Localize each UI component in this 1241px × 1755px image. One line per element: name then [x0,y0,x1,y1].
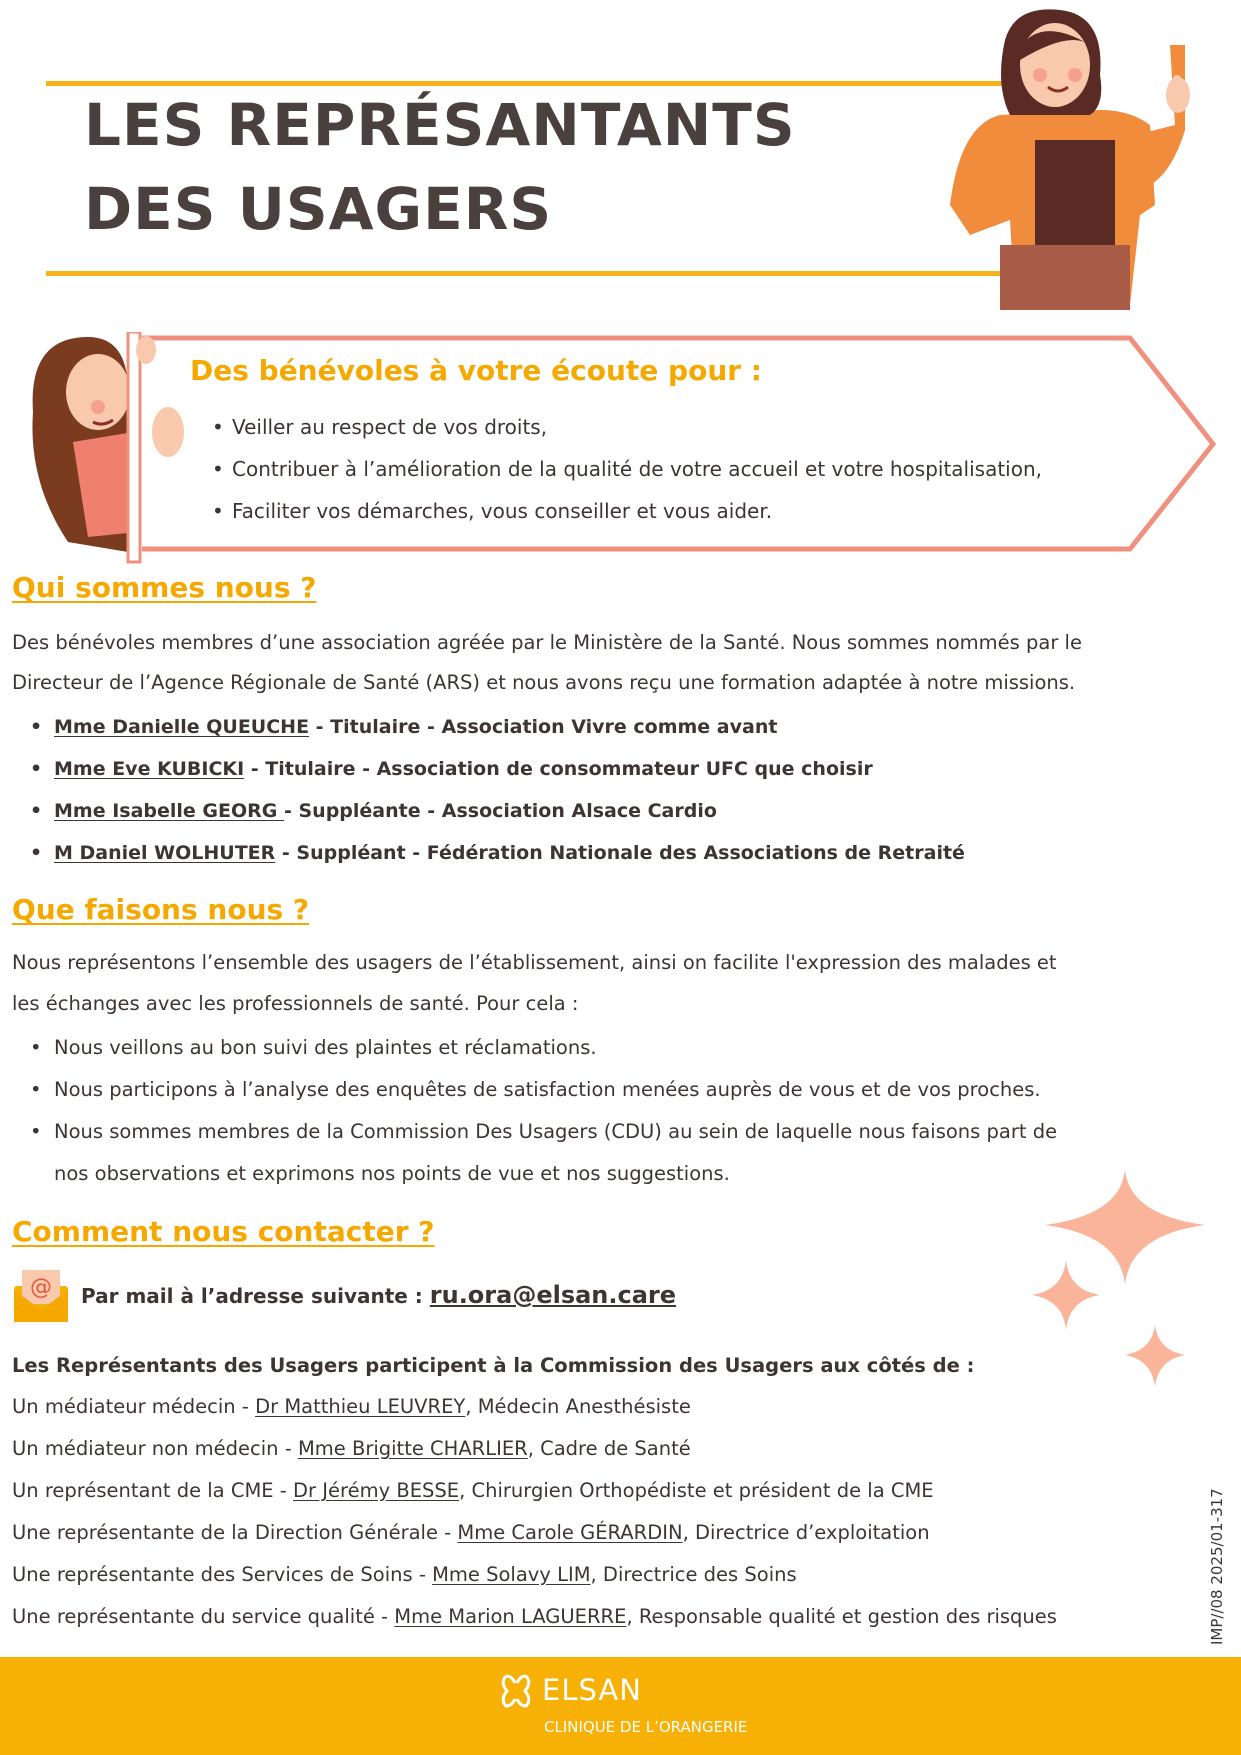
commission-row [12,1470,934,1512]
svg-text:@: @ [30,1275,52,1300]
person-name: Dr Matthieu LEUVREY [255,1395,466,1418]
document-reference: IMP//08 2025/01-317 [1208,1488,1226,1645]
list-item: • Veiller au respect de vos droits, [210,406,1042,448]
title: , Cadre de Santé [527,1437,691,1460]
member-name: M Daniel WOLHUTER [54,842,276,864]
commission-row [12,1596,1057,1638]
footer-brand: ELSAN [542,1673,642,1707]
list-item: • Nous participons à l’analyse des enquêtes de satisfaction menées auprès de vous et de vos proches. [12,1069,1057,1111]
role: Une représentante des Services de Soins - [12,1563,433,1586]
title-rule-bottom [46,271,1006,276]
role: Un médiateur non médecin - [12,1437,298,1460]
role: Un représentant de la CME - [12,1479,294,1502]
member-name: Mme Danielle QUEUCHE [54,716,310,738]
person-name: Mme Solavy LIM [432,1563,591,1586]
title: , Chirurgien Orthopédiste et président de la CME [459,1479,934,1502]
member-item [12,706,965,748]
member-name: Mme Eve KUBICKI [54,758,245,780]
what-paragraph-line1: Nous représentons l’ensemble des usagers de l’établissement, ainsi on facilite l'expression des malades et [12,951,1057,974]
role: Un médiateur médecin - [12,1395,256,1418]
commission-intro: Les Représentants des Usagers participent à la Commission des Usagers aux côtés de : [12,1354,975,1377]
who-paragraph-line2: Directeur de l’Agence Régionale de Santé (ARS) et nous avons reçu une formation adaptée à notre missions. [12,671,1076,694]
sparkles-decoration [1030,1165,1220,1395]
person-name: Dr Jérémy BESSE [293,1479,460,1502]
person-name: Mme Carole GÉRARDIN [457,1521,683,1544]
title: , Responsable qualité et gestion des risques [626,1605,1057,1628]
what-list [12,1027,1057,1153]
who-heading: Qui sommes nous ? [12,571,317,604]
person-name: Mme Marion LAGUERRE [394,1605,627,1628]
title: , Directrice des Soins [590,1563,797,1586]
what-heading: Que faisons nous ? [12,893,310,926]
page-title-line1: LES REPRÉSANTANTS [84,91,796,159]
list-item: • Nous veillons au bon suivi des plaintes et réclamations. [12,1027,1057,1069]
who-paragraph-line1: Des bénévoles membres d’une association agréée par le Ministère de la Santé. Nous sommes nommés par le [12,631,1082,654]
member-item [12,790,965,832]
woman-peeking-illustration [18,332,193,567]
page-title-line2: DES USAGERS [84,175,553,243]
woman-pointing-illustration [940,5,1215,310]
mail-label: Par mail à l’adresse suivante : [81,1284,430,1308]
email-link[interactable]: ru.ora@elsan.care [429,1281,677,1309]
member-item [12,748,965,790]
commission-row [12,1428,691,1470]
members-list [12,706,965,874]
list-item: • Contribuer à l’amélioration de la qualité de votre accueil et votre hospitalisation, [210,448,1042,490]
member-role: - Suppléante - Association Alsace Cardio [284,800,717,822]
commission-row [12,1554,797,1596]
elsan-logo-icon [498,1673,534,1709]
role: Une représentante de la Direction Générale - [12,1521,458,1544]
commission-row [12,1386,691,1428]
title: , Directrice d’exploitation [682,1521,930,1544]
member-role: - Titulaire - Association de consommateur UFC que choisir [244,758,873,780]
person-name: Mme Brigitte CHARLIER [297,1437,528,1460]
contact-line [81,1281,676,1309]
list-item: • Nous sommes membres de la Commission Des Usagers (CDU) au sein de laquelle nous faisons part de [12,1111,1057,1153]
title: , Médecin Anesthésiste [465,1395,691,1418]
mail-icon [12,1266,70,1324]
what-paragraph-line2: les échanges avec les professionnels de santé. Pour cela : [12,992,579,1015]
intro-heading: Des bénévoles à votre écoute pour : [190,354,763,387]
footer [0,1657,1241,1755]
member-item [12,832,965,874]
intro-list [210,406,1042,532]
commission-row [12,1512,930,1554]
member-role: - Titulaire - Association Vivre comme avant [309,716,778,738]
member-name: Mme Isabelle GEORG [54,800,284,822]
what-bullet3-continued: nos observations et exprimons nos points de vue et nos suggestions. [54,1162,730,1185]
title-rule-top [46,81,1006,86]
footer-clinic: CLINIQUE DE L’ORANGERIE [544,1718,748,1736]
contact-heading: Comment nous contacter ? [12,1215,435,1248]
list-item: • Faciliter vos démarches, vous conseiller et vous aider. [210,490,1042,532]
member-role: - Suppléant - Fédération Nationale des Associations de Retraité [275,842,965,864]
role: Une représentante du service qualité - [12,1605,395,1628]
